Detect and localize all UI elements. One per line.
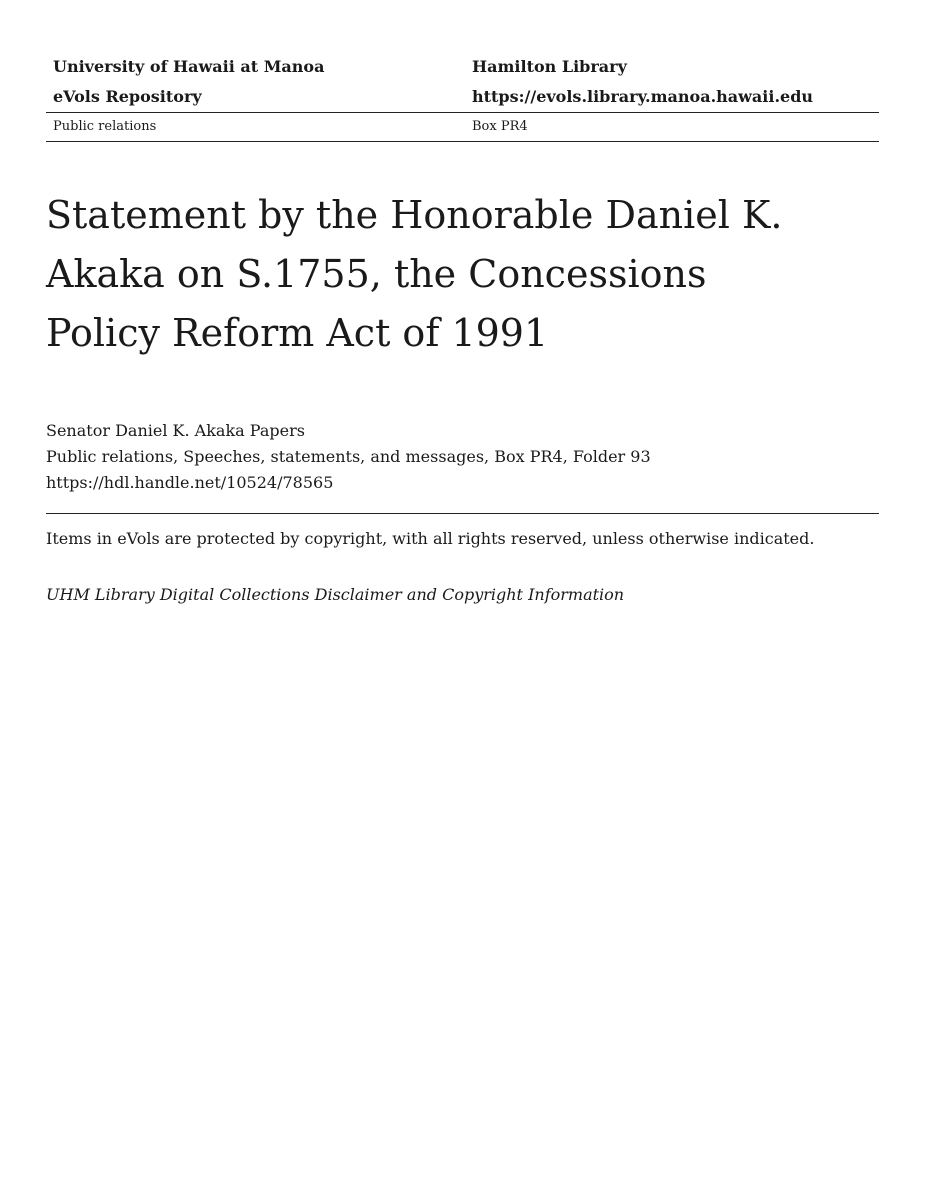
rights-statement: Items in eVols are protected by copyright, with all rights reserved, unless otherwise indicated. [46,529,815,548]
document-title [46,186,879,363]
title-line-2: Akaka on S.1755, the Concessions [46,252,707,296]
folder-location: Public relations, Speeches, statements, and messages, Box PR4, Folder 93 [46,447,651,466]
repository-url[interactable]: https://evols.library.manoa.hawaii.edu [472,87,814,106]
header-row-3 [46,112,879,142]
title-line-1: Statement by the Honorable Daniel K. [46,193,783,237]
header-table [46,52,879,142]
institution-name: University of Hawaii at Manoa [53,57,325,76]
repository-name: eVols Repository [53,87,202,106]
document-metadata [46,418,879,496]
library-name: Hamilton Library [472,57,627,76]
header-row-1 [46,52,879,82]
disclaimer-link[interactable]: UHM Library Digital Collections Disclaimer and Copyright Information [46,585,625,604]
divider [46,513,879,514]
title-line-3: Policy Reform Act of 1991 [46,311,549,355]
collection-name: Senator Daniel K. Akaka Papers [46,421,305,440]
header-row-2 [46,82,879,112]
box-label: Box PR4 [472,119,528,134]
collection-series: Public relations [53,119,157,134]
handle-link[interactable]: https://hdl.handle.net/10524/78565 [46,473,334,492]
